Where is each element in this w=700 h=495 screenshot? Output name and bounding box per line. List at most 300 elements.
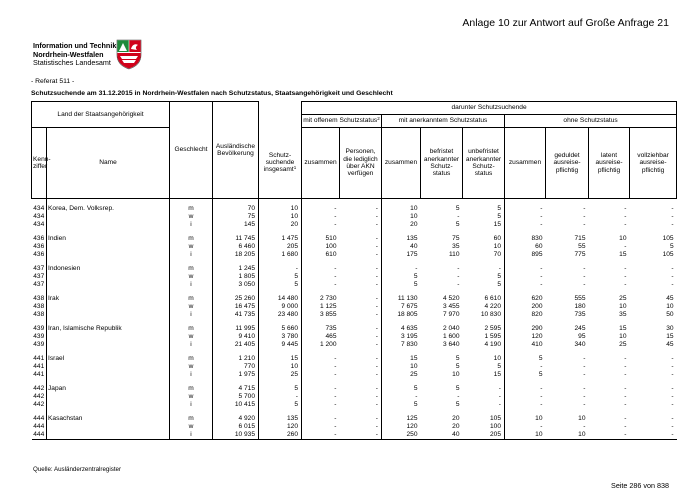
geschlecht-cell: w: [170, 243, 213, 251]
value-cell: 3 195: [400, 333, 418, 340]
table-row: [32, 205, 677, 213]
value-cell: 5: [259, 401, 302, 409]
col-kennziffer-header: Kenn-ziffer: [32, 128, 47, 199]
value-cell: 11 130: [397, 295, 418, 302]
value-cell: 25: [259, 371, 302, 379]
country-name-cell: Korea, Dem. Volksrep.: [47, 205, 170, 213]
value-cell: -: [624, 355, 627, 362]
geschlecht-cell: m: [170, 295, 213, 303]
value-cell: -: [624, 393, 627, 400]
country-name-cell: [47, 371, 170, 379]
value-cell: -: [334, 273, 337, 280]
value-cell: 10: [619, 333, 627, 340]
value-cell: 510: [325, 235, 337, 242]
value-cell: 100: [325, 243, 337, 250]
table-row: [32, 363, 677, 371]
col-anerkannt-header: mit anerkanntem Schutzstatus: [382, 115, 505, 128]
value-cell: -: [630, 431, 677, 440]
kennziffer-cell: 437: [32, 265, 47, 273]
country-name-cell: Israel: [47, 355, 170, 363]
geschlecht-cell: i: [170, 221, 213, 229]
value-cell: 10: [463, 355, 505, 363]
value-cell: -: [415, 393, 418, 400]
value-cell: 465: [325, 333, 337, 340]
org-line3: Statistisches Landesamt: [33, 58, 111, 68]
value-cell: -: [334, 221, 337, 228]
value-cell: 125: [406, 415, 418, 422]
value-cell: -: [334, 415, 337, 422]
value-cell: 770: [213, 363, 259, 371]
value-cell: 35: [619, 311, 627, 318]
table-body: [32, 199, 677, 440]
value-cell: 5: [463, 363, 505, 371]
value-cell: 105: [662, 235, 674, 242]
value-cell: -: [671, 363, 674, 370]
value-cell: -: [583, 265, 586, 272]
value-cell: 5: [455, 205, 460, 212]
value-cell: -: [583, 273, 586, 280]
geschlecht-cell: w: [170, 213, 213, 221]
value-cell: 135: [259, 415, 302, 423]
kennziffer-cell: 439: [32, 325, 47, 333]
value-cell: 11 995: [213, 325, 259, 333]
value-cell: -: [340, 243, 382, 251]
table-row: [32, 303, 677, 311]
value-cell: -: [340, 423, 382, 431]
table-row: [32, 221, 677, 229]
value-cell: -: [334, 371, 337, 378]
value-cell: -: [671, 205, 674, 212]
value-cell: 1 600: [442, 333, 460, 340]
kennziffer-cell: 442: [32, 401, 47, 409]
kennziffer-cell: 436: [32, 243, 47, 251]
col-befristet-header: befristet anerkannter Schutz-status: [421, 128, 463, 199]
value-cell: 2 040: [442, 325, 460, 332]
kennziffer-cell: 438: [32, 295, 47, 303]
value-cell: -: [624, 205, 627, 212]
value-cell: 11 745: [213, 235, 259, 243]
value-cell: -: [624, 243, 627, 250]
value-cell: -: [340, 325, 382, 333]
geschlecht-cell: w: [170, 333, 213, 341]
value-cell: 21 405: [213, 341, 259, 349]
value-cell: 15: [259, 355, 302, 363]
value-cell: -: [671, 355, 674, 362]
value-cell: 5: [538, 371, 543, 378]
value-cell: -: [624, 371, 627, 378]
table-row: [32, 393, 677, 401]
referat-label: - Referat 511 -: [31, 78, 75, 85]
value-cell: -: [540, 213, 543, 220]
value-cell: -: [540, 393, 543, 400]
value-cell: 205: [463, 431, 505, 440]
value-cell: -: [340, 303, 382, 311]
value-cell: -: [340, 415, 382, 423]
value-cell: 5: [259, 281, 302, 289]
value-cell: -: [624, 385, 627, 392]
value-cell: -: [624, 273, 627, 280]
value-cell: 180: [574, 303, 586, 310]
value-cell: -: [583, 363, 586, 370]
value-cell: 75: [452, 235, 460, 242]
value-cell: -: [340, 371, 382, 379]
value-cell: 70: [463, 251, 505, 259]
value-cell: -: [457, 213, 460, 220]
value-cell: -: [589, 431, 630, 440]
kennziffer-cell: 441: [32, 363, 47, 371]
value-cell: 10: [452, 371, 460, 378]
value-cell: 10: [463, 243, 505, 251]
value-cell: 10: [619, 235, 627, 242]
value-cell: 260: [259, 431, 302, 440]
country-name-cell: [47, 221, 170, 229]
kennziffer-cell: 442: [32, 393, 47, 401]
value-cell: 175: [406, 251, 418, 258]
value-cell: 3 855: [319, 311, 337, 318]
value-cell: -: [583, 355, 586, 362]
value-cell: -: [340, 333, 382, 341]
value-cell: 555: [574, 295, 586, 302]
value-cell: 20: [410, 221, 418, 228]
col-latent-header: latent ausreise-pflichtig: [589, 128, 630, 199]
kennziffer-cell: 434: [32, 213, 47, 221]
geschlecht-cell: m: [170, 325, 213, 333]
value-cell: 2 595: [463, 325, 505, 333]
value-cell: 5: [455, 385, 460, 392]
value-cell: 5: [463, 281, 505, 289]
geschlecht-cell: m: [170, 235, 213, 243]
value-cell: 10: [259, 205, 302, 213]
value-cell: 290: [531, 325, 543, 332]
kennziffer-cell: 444: [32, 415, 47, 423]
value-cell: 25: [619, 295, 627, 302]
value-cell: 120: [406, 423, 418, 430]
value-cell: 105: [662, 251, 674, 258]
table-row: [32, 295, 677, 303]
table-title: Schutzsuchende am 31.12.2015 in Nordrhein-Westfalen nach Schutzstatus, Staatsangehörigkeit und Geschlecht: [31, 90, 393, 97]
geschlecht-cell: w: [170, 273, 213, 281]
value-cell: -: [671, 273, 674, 280]
value-cell: -: [334, 423, 337, 430]
value-cell: -: [624, 401, 627, 408]
value-cell: 50: [666, 311, 674, 318]
country-name-cell: Irak: [47, 295, 170, 303]
value-cell: 1 595: [463, 333, 505, 341]
value-cell: 145: [213, 221, 259, 229]
geschlecht-cell: m: [170, 205, 213, 213]
value-cell: 9 410: [213, 333, 259, 341]
geschlecht-cell: w: [170, 423, 213, 431]
value-cell: -: [624, 265, 627, 272]
value-cell: -: [671, 221, 674, 228]
value-cell: 10: [619, 303, 627, 310]
value-cell: 7 830: [400, 341, 418, 348]
value-cell: 20: [259, 221, 302, 229]
value-cell: -: [624, 415, 627, 422]
data-table-wrap: [31, 101, 676, 440]
country-name-cell: [47, 393, 170, 401]
value-cell: 95: [578, 333, 586, 340]
value-cell: -: [583, 423, 586, 430]
kennziffer-cell: 441: [32, 355, 47, 363]
table-row: [32, 311, 677, 319]
value-cell: 10 935: [213, 431, 259, 440]
anlage-header: Anlage 10 zur Antwort auf Große Anfrage 21: [462, 17, 669, 29]
value-cell: 25: [619, 341, 627, 348]
value-cell: 14 480: [259, 295, 302, 303]
value-cell: -: [583, 205, 586, 212]
value-cell: 775: [574, 251, 586, 258]
value-cell: -: [540, 401, 543, 408]
country-name-cell: Indien: [47, 235, 170, 243]
col-anerkannt-zusammen-header: zusammen: [382, 128, 421, 199]
col-vollziehbar-header: vollziehbar ausreise-pflichtig: [630, 128, 677, 199]
value-cell: 10: [546, 431, 589, 440]
table-row: [32, 213, 677, 221]
country-name-cell: [47, 363, 170, 371]
value-cell: 3 780: [259, 333, 302, 341]
value-cell: -: [624, 423, 627, 430]
table-row: [32, 341, 677, 349]
source-note: Quelle: Ausländerzentralregister: [33, 466, 122, 473]
value-cell: 10: [666, 303, 674, 310]
table-row: [32, 235, 677, 243]
country-name-cell: [47, 401, 170, 409]
value-cell: 5: [463, 213, 505, 221]
value-cell: 7 675: [400, 303, 418, 310]
value-cell: -: [540, 221, 543, 228]
geschlecht-cell: i: [170, 281, 213, 289]
value-cell: -: [671, 415, 674, 422]
org-logo-text: [33, 42, 116, 68]
value-cell: 10: [410, 213, 418, 220]
country-name-cell: [47, 243, 170, 251]
value-cell: 10: [578, 415, 586, 422]
value-cell: 2 730: [319, 295, 337, 302]
value-cell: -: [540, 281, 543, 288]
country-name-cell: Iran, Islamische Republik: [47, 325, 170, 333]
value-cell: 23 480: [259, 311, 302, 319]
value-cell: 5 700: [213, 393, 259, 401]
value-cell: 6 610: [463, 295, 505, 303]
country-name-cell: [47, 333, 170, 341]
value-cell: -: [340, 401, 382, 409]
value-cell: -: [340, 213, 382, 221]
value-cell: -: [340, 355, 382, 363]
col-land-header: Land der Staatsangehörigkeit: [32, 102, 170, 128]
value-cell: -: [671, 385, 674, 392]
kennziffer-cell: 438: [32, 303, 47, 311]
value-cell: -: [671, 401, 674, 408]
value-cell: 250: [382, 431, 421, 440]
value-cell: 4 715: [213, 385, 259, 393]
geschlecht-cell: i: [170, 341, 213, 349]
value-cell: 5: [259, 385, 302, 393]
value-cell: 245: [574, 325, 586, 332]
col-unbefristet-header: unbefristet anerkannter Schutz-status: [463, 128, 505, 199]
value-cell: -: [457, 281, 460, 288]
value-cell: -: [340, 385, 382, 393]
value-cell: 820: [531, 311, 543, 318]
value-cell: 715: [574, 235, 586, 242]
value-cell: 4 635: [400, 325, 418, 332]
value-cell: 20: [452, 423, 460, 430]
value-cell: 16 475: [213, 303, 259, 311]
value-cell: -: [340, 431, 382, 440]
value-cell: -: [583, 385, 586, 392]
value-cell: 1 245: [213, 265, 259, 273]
value-cell: -: [259, 265, 302, 273]
value-cell: 5: [455, 401, 460, 408]
value-cell: -: [540, 273, 543, 280]
value-cell: 5: [463, 205, 505, 213]
value-cell: -: [457, 273, 460, 280]
page-number: Seite 286 von 838: [611, 481, 669, 490]
value-cell: -: [457, 393, 460, 400]
value-cell: -: [624, 213, 627, 220]
value-cell: 5: [413, 273, 418, 280]
country-name-cell: Japan: [47, 385, 170, 393]
geschlecht-cell: m: [170, 355, 213, 363]
value-cell: -: [583, 371, 586, 378]
value-cell: 5: [413, 385, 418, 392]
org-line1: Information und Technik: [33, 41, 117, 50]
country-name-cell: [47, 431, 170, 440]
value-cell: -: [463, 385, 505, 393]
value-cell: 735: [574, 311, 586, 318]
value-cell: 6 015: [213, 423, 259, 431]
value-cell: 410: [531, 341, 543, 348]
value-cell: -: [540, 385, 543, 392]
kennziffer-cell: 438: [32, 311, 47, 319]
value-cell: 610: [325, 251, 337, 258]
value-cell: -: [415, 265, 418, 272]
country-name-cell: Indonesien: [47, 265, 170, 273]
value-cell: -: [463, 393, 505, 401]
col-geduldet-header: geduldet ausreise-pflichtig: [546, 128, 589, 199]
value-cell: 340: [574, 341, 586, 348]
kennziffer-cell: 437: [32, 273, 47, 281]
value-cell: 10: [259, 213, 302, 221]
value-cell: 620: [531, 295, 543, 302]
value-cell: 100: [463, 423, 505, 431]
value-cell: -: [340, 221, 382, 229]
kennziffer-cell: 434: [32, 205, 47, 213]
value-cell: -: [463, 401, 505, 409]
value-cell: -: [671, 213, 674, 220]
country-name-cell: [47, 281, 170, 289]
value-cell: 5: [463, 273, 505, 281]
geschlecht-cell: m: [170, 415, 213, 423]
value-cell: 895: [531, 251, 543, 258]
value-cell: -: [340, 393, 382, 401]
col-offen-header: mit offenem Schutzstatus$^2$: [302, 115, 382, 128]
col-schutz-insg-header: Schutz-suchende insgesamt$^1$: [259, 128, 302, 199]
value-cell: -: [671, 423, 674, 430]
value-cell: 30: [666, 325, 674, 332]
value-cell: -: [334, 355, 337, 362]
value-cell: -: [334, 205, 337, 212]
country-name-cell: [47, 213, 170, 221]
value-cell: 1 125: [319, 303, 337, 310]
value-cell: 75: [213, 213, 259, 221]
value-cell: 15: [463, 371, 505, 379]
value-cell: 10: [410, 205, 418, 212]
value-cell: 10: [259, 363, 302, 371]
geschlecht-cell: m: [170, 265, 213, 273]
value-cell: 45: [666, 295, 674, 302]
table-row: [32, 415, 677, 423]
value-cell: 20: [452, 415, 460, 422]
value-cell: -: [583, 281, 586, 288]
kennziffer-cell: 441: [32, 371, 47, 379]
table-row: [32, 401, 677, 409]
value-cell: -: [540, 265, 543, 272]
table-row: [32, 431, 677, 440]
value-cell: -: [259, 393, 302, 401]
kennziffer-cell: 444: [32, 423, 47, 431]
value-cell: 4 220: [463, 303, 505, 311]
table-row: [32, 265, 677, 273]
value-cell: -: [457, 265, 460, 272]
col-bevoelkerung-header: Ausländische Bevölkerung: [213, 102, 259, 199]
value-cell: -: [540, 363, 543, 370]
value-cell: 60: [463, 235, 505, 243]
col-ohne-zusammen-header: zusammen: [505, 128, 546, 199]
value-cell: 1 680: [259, 251, 302, 259]
col-darunter-header: darunter Schutzsuchende: [302, 102, 677, 115]
geschlecht-cell: i: [170, 431, 213, 440]
value-cell: 120: [531, 333, 543, 340]
value-cell: 1 210: [213, 355, 259, 363]
value-cell: -: [340, 341, 382, 349]
data-table: [31, 101, 677, 440]
value-cell: 4 190: [463, 341, 505, 349]
nrw-crest-icon: [116, 39, 142, 70]
value-cell: 5: [455, 363, 460, 370]
value-cell: -: [583, 393, 586, 400]
kennziffer-cell: 436: [32, 251, 47, 259]
value-cell: -: [624, 363, 627, 370]
value-cell: -: [302, 431, 340, 440]
geschlecht-cell: i: [170, 401, 213, 409]
value-cell: -: [540, 205, 543, 212]
value-cell: 25: [410, 371, 418, 378]
country-name-cell: Kasachstan: [47, 415, 170, 423]
value-cell: 830: [531, 235, 543, 242]
value-cell: 18 205: [213, 251, 259, 259]
value-cell: 200: [531, 303, 543, 310]
value-cell: -: [340, 205, 382, 213]
value-cell: 41 735: [213, 311, 259, 319]
value-cell: 10: [535, 415, 543, 422]
table-row: [32, 243, 677, 251]
value-cell: -: [340, 311, 382, 319]
geschlecht-cell: m: [170, 385, 213, 393]
table-row: [32, 281, 677, 289]
table-head: [32, 102, 677, 199]
value-cell: 40: [421, 431, 463, 440]
value-cell: 1 805: [213, 273, 259, 281]
kennziffer-cell: 434: [32, 221, 47, 229]
value-cell: -: [671, 281, 674, 288]
table-row: [32, 385, 677, 393]
value-cell: 10: [505, 431, 546, 440]
value-cell: 3 455: [442, 303, 460, 310]
col-ohne-header: ohne Schutzstatus: [505, 115, 677, 128]
value-cell: -: [624, 281, 627, 288]
value-cell: 10: [410, 363, 418, 370]
